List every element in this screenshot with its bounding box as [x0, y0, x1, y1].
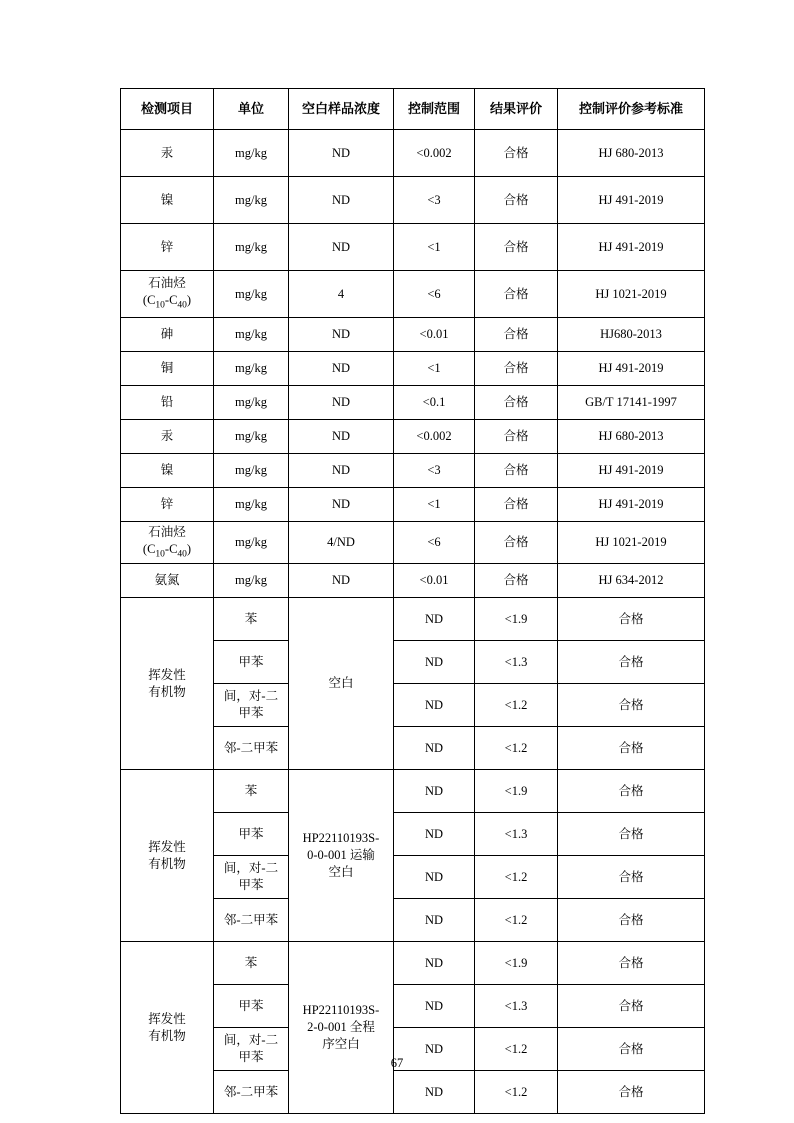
cell-item: 苯 — [214, 942, 289, 985]
cell-control-range: <3 — [394, 177, 475, 224]
cell-item: 铜 — [121, 352, 214, 386]
cell-concentration: ND — [289, 386, 394, 420]
cell-item: 氨氮 — [121, 564, 214, 598]
cell-item — [121, 271, 214, 318]
cell-unit: mg/kg — [214, 130, 289, 177]
cell-concentration: ND — [289, 454, 394, 488]
cell-item: 铅 — [121, 386, 214, 420]
cell-item: 邻-二甲苯 — [214, 1071, 289, 1114]
cell-evaluation: 合格 — [558, 641, 705, 684]
cell-control-range: <1.3 — [475, 813, 558, 856]
cell-evaluation: 合格 — [475, 420, 558, 454]
cell-standard: HJ 491-2019 — [558, 454, 705, 488]
cell-concentration: ND — [289, 352, 394, 386]
cell-standard: HJ 1021-2019 — [558, 522, 705, 564]
table-row — [121, 564, 705, 598]
cell-control-range: <1.9 — [475, 598, 558, 641]
cell-standard: HJ 491-2019 — [558, 352, 705, 386]
cell-control-range: <0.1 — [394, 386, 475, 420]
column-header-item: 检测项目 — [121, 89, 214, 130]
cell-control-range: <6 — [394, 271, 475, 318]
cell-evaluation: 合格 — [558, 942, 705, 985]
cell-item: 邻-二甲苯 — [214, 899, 289, 942]
column-header-unit: 单位 — [214, 89, 289, 130]
cell-standard: HJ680-2013 — [558, 318, 705, 352]
cell-control-range: <0.002 — [394, 420, 475, 454]
cell-unit: mg/kg — [214, 564, 289, 598]
cell-control-range: <1 — [394, 352, 475, 386]
table-row — [121, 942, 705, 985]
table-row — [121, 386, 705, 420]
cell-item — [121, 522, 214, 564]
cell-concentration-value: ND — [394, 899, 475, 942]
table-row — [121, 130, 705, 177]
cell-concentration: HP22110193S- 0-0-001 运输 空白 — [289, 770, 394, 942]
cell-standard: GB/T 17141-1997 — [558, 386, 705, 420]
cell-control-range: <1.2 — [475, 856, 558, 899]
cell-item: 镍 — [121, 454, 214, 488]
cell-item: 甲苯 — [214, 985, 289, 1028]
cell-concentration-value: ND — [394, 727, 475, 770]
cell-evaluation: 合格 — [475, 386, 558, 420]
cell-control-range: <3 — [394, 454, 475, 488]
cell-concentration: HP22110193S- 2-0-001 全程 序空白 — [289, 942, 394, 1114]
cell-evaluation: 合格 — [558, 985, 705, 1028]
cell-unit: mg/kg — [214, 386, 289, 420]
column-header-concentration: 空白样品浓度 — [289, 89, 394, 130]
cell-concentration: 空白 — [289, 598, 394, 770]
cell-evaluation: 合格 — [475, 488, 558, 522]
cell-standard: HJ 680-2013 — [558, 420, 705, 454]
cell-concentration: ND — [289, 488, 394, 522]
cell-concentration-value: ND — [394, 856, 475, 899]
cell-unit: mg/kg — [214, 522, 289, 564]
cell-evaluation: 合格 — [475, 352, 558, 386]
cell-evaluation: 合格 — [475, 130, 558, 177]
cell-control-range: <1.2 — [475, 1071, 558, 1114]
cell-standard: HJ 491-2019 — [558, 177, 705, 224]
blank-sample-quality-control-table — [120, 88, 683, 1114]
table-row — [121, 420, 705, 454]
cell-item: 甲苯 — [214, 641, 289, 684]
table-row — [121, 522, 705, 564]
cell-item: 汞 — [121, 130, 214, 177]
cell-unit: mg/kg — [214, 318, 289, 352]
cell-evaluation: 合格 — [558, 770, 705, 813]
cell-evaluation: 合格 — [558, 727, 705, 770]
cell-item-line2: $(C_{10}-C_{40})$ — [142, 541, 192, 560]
cell-concentration: ND — [289, 564, 394, 598]
cell-control-range: <1.2 — [475, 899, 558, 942]
cell-item-line1: 石油烃 — [148, 276, 186, 291]
cell-standard: HJ 491-2019 — [558, 488, 705, 522]
cell-concentration-value: ND — [394, 770, 475, 813]
cell-evaluation: 合格 — [475, 271, 558, 318]
cell-item: 锌 — [121, 488, 214, 522]
cell-control-range: <1 — [394, 224, 475, 271]
cell-unit: mg/kg — [214, 352, 289, 386]
cell-concentration: ND — [289, 318, 394, 352]
cell-group-label: 挥发性 有机物 — [121, 770, 214, 942]
cell-concentration: 4 — [289, 271, 394, 318]
cell-control-range: <1.2 — [475, 727, 558, 770]
cell-item: 锌 — [121, 224, 214, 271]
table-header — [121, 89, 705, 130]
cell-control-range: <1.3 — [475, 985, 558, 1028]
table-header-row — [121, 89, 705, 130]
cell-item: 间，对-二 甲苯 — [214, 856, 289, 899]
cell-evaluation: 合格 — [475, 522, 558, 564]
column-header-standard: 控制评价参考标准 — [558, 89, 705, 130]
table-row — [121, 271, 705, 318]
cell-item: 间，对-二 甲苯 — [214, 1028, 289, 1071]
cell-evaluation: 合格 — [558, 598, 705, 641]
cell-item: 镍 — [121, 177, 214, 224]
cell-unit: mg/kg — [214, 488, 289, 522]
cell-unit: mg/kg — [214, 224, 289, 271]
cell-control-range: <1.2 — [475, 1028, 558, 1071]
cell-item: 间，对-二 甲苯 — [214, 684, 289, 727]
cell-standard: HJ 491-2019 — [558, 224, 705, 271]
cell-item: 苯 — [214, 598, 289, 641]
page-number: 67 — [390, 1056, 404, 1070]
cell-group-label: 挥发性 有机物 — [121, 942, 214, 1114]
table-row — [121, 318, 705, 352]
cell-control-range: <0.01 — [394, 564, 475, 598]
cell-evaluation: 合格 — [558, 899, 705, 942]
cell-concentration-value: ND — [394, 1028, 475, 1071]
cell-item: 汞 — [121, 420, 214, 454]
cell-standard: HJ 680-2013 — [558, 130, 705, 177]
cell-item: 苯 — [214, 770, 289, 813]
column-header-control-range: 控制范围 — [394, 89, 475, 130]
cell-unit: mg/kg — [214, 271, 289, 318]
cell-concentration: ND — [289, 177, 394, 224]
cell-evaluation: 合格 — [558, 856, 705, 899]
cell-unit: mg/kg — [214, 454, 289, 488]
cell-evaluation: 合格 — [475, 564, 558, 598]
column-header-evaluation: 结果评价 — [475, 89, 558, 130]
cell-evaluation: 合格 — [475, 318, 558, 352]
cell-control-range: <1 — [394, 488, 475, 522]
cell-concentration-value: ND — [394, 942, 475, 985]
cell-evaluation: 合格 — [558, 1028, 705, 1071]
cell-control-range: <1.3 — [475, 641, 558, 684]
cell-group-label: 挥发性 有机物 — [121, 598, 214, 770]
cell-concentration-value: ND — [394, 1071, 475, 1114]
cell-item-line2: $(C_{10}-C_{40})$ — [142, 293, 192, 311]
cell-concentration-value: ND — [394, 684, 475, 727]
cell-concentration-value: ND — [394, 813, 475, 856]
cell-item: 砷 — [121, 318, 214, 352]
cell-evaluation: 合格 — [558, 1071, 705, 1114]
cell-evaluation: 合格 — [558, 813, 705, 856]
cell-standard: HJ 634-2012 — [558, 564, 705, 598]
cell-unit: mg/kg — [214, 177, 289, 224]
table-row — [121, 352, 705, 386]
table-body — [121, 130, 705, 1114]
table-row — [121, 177, 705, 224]
cell-concentration: ND — [289, 130, 394, 177]
cell-evaluation: 合格 — [558, 684, 705, 727]
cell-unit: mg/kg — [214, 420, 289, 454]
cell-concentration: 4/ND — [289, 522, 394, 564]
cell-concentration: ND — [289, 420, 394, 454]
table-row — [121, 454, 705, 488]
cell-control-range: <0.01 — [394, 318, 475, 352]
cell-evaluation: 合格 — [475, 177, 558, 224]
table-row — [121, 224, 705, 271]
cell-concentration-value: ND — [394, 641, 475, 684]
cell-standard: HJ 1021-2019 — [558, 271, 705, 318]
cell-control-range: <1.9 — [475, 942, 558, 985]
cell-control-range: <1.2 — [475, 684, 558, 727]
cell-control-range: <0.002 — [394, 130, 475, 177]
cell-concentration-value: ND — [394, 985, 475, 1028]
table-row — [121, 598, 705, 641]
cell-item: 邻-二甲苯 — [214, 727, 289, 770]
cell-item-line1: 石油烃 — [148, 525, 186, 539]
cell-concentration: ND — [289, 224, 394, 271]
cell-item: 甲苯 — [214, 813, 289, 856]
cell-evaluation: 合格 — [475, 454, 558, 488]
cell-control-range: <1.9 — [475, 770, 558, 813]
cell-evaluation: 合格 — [475, 224, 558, 271]
table-row — [121, 488, 705, 522]
report-table — [120, 88, 705, 1114]
cell-concentration-value: ND — [394, 598, 475, 641]
table-row — [121, 770, 705, 813]
cell-control-range: <6 — [394, 522, 475, 564]
